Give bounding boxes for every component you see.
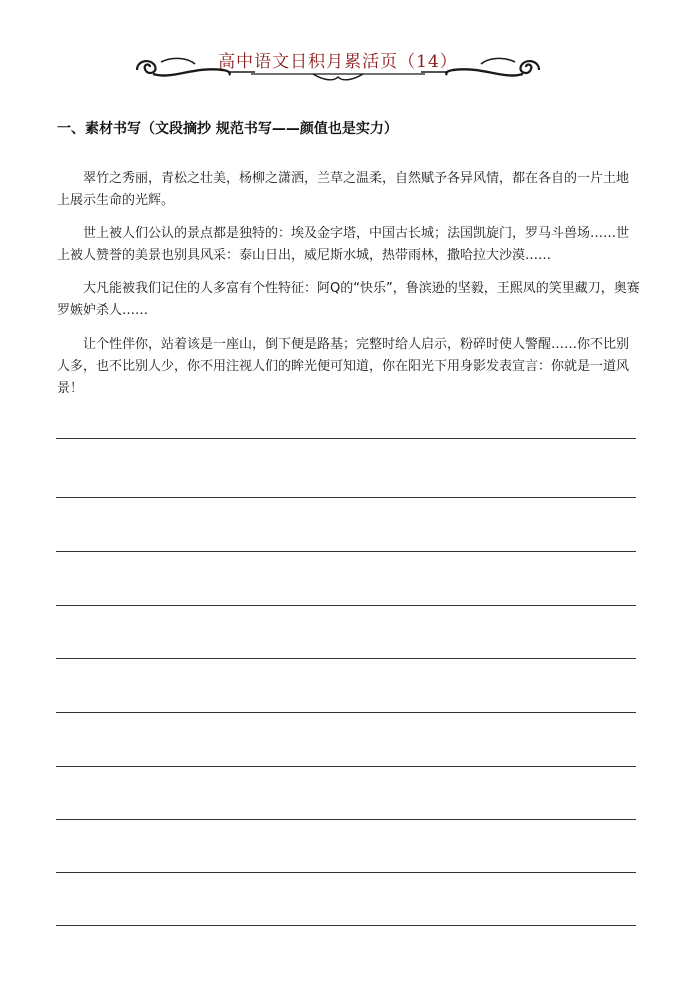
- passage-1: 翠竹之秀丽，青松之壮美，杨柳之潇洒，兰草之温柔，自然赋予各异风情，都在各自的一片土地上展示生命的光辉。: [57, 171, 630, 208]
- writing-line[interactable]: [56, 712, 636, 713]
- passage-2: 世上被人们公认的景点都是独特的：埃及金字塔，中国古长城；法国凯旋门，罗马斗兽场……世上被人赞誉的美景也别具风采：泰山日出，威尼斯水城，热带雨林，撒哈拉大沙漠……: [57, 226, 630, 263]
- writing-line[interactable]: [56, 872, 636, 873]
- writing-line[interactable]: [56, 551, 636, 552]
- writing-line[interactable]: [56, 438, 636, 439]
- writing-line[interactable]: [56, 658, 636, 659]
- writing-line[interactable]: [56, 497, 636, 498]
- passage-3: 大凡能被我们记住的人多富有个性特征：阿Q的“快乐”，鲁滨逊的坚毅，王熙凤的笑里藏刀，奥赛罗嫉妒杀人……: [57, 281, 640, 318]
- writing-line[interactable]: [56, 605, 636, 606]
- writing-line[interactable]: [56, 766, 636, 767]
- writing-line[interactable]: [56, 925, 636, 926]
- title-banner: [133, 44, 543, 84]
- page-title: 高中语文日积月累活页（14）: [218, 52, 458, 72]
- passage-4: 让个性伴你，站着该是一座山，倒下便是路基；完整时给人启示，粉碎时使人警醒……你不比别人多，也不比别人少，你不用注视人们的眸光便可知道，你在阳光下用身影发表宣言：你就是一道风景！: [57, 337, 630, 396]
- section-heading: 一、素材书写（文段摘抄 规范书写——颜值也是实力）: [57, 121, 398, 137]
- writing-line[interactable]: [56, 819, 636, 820]
